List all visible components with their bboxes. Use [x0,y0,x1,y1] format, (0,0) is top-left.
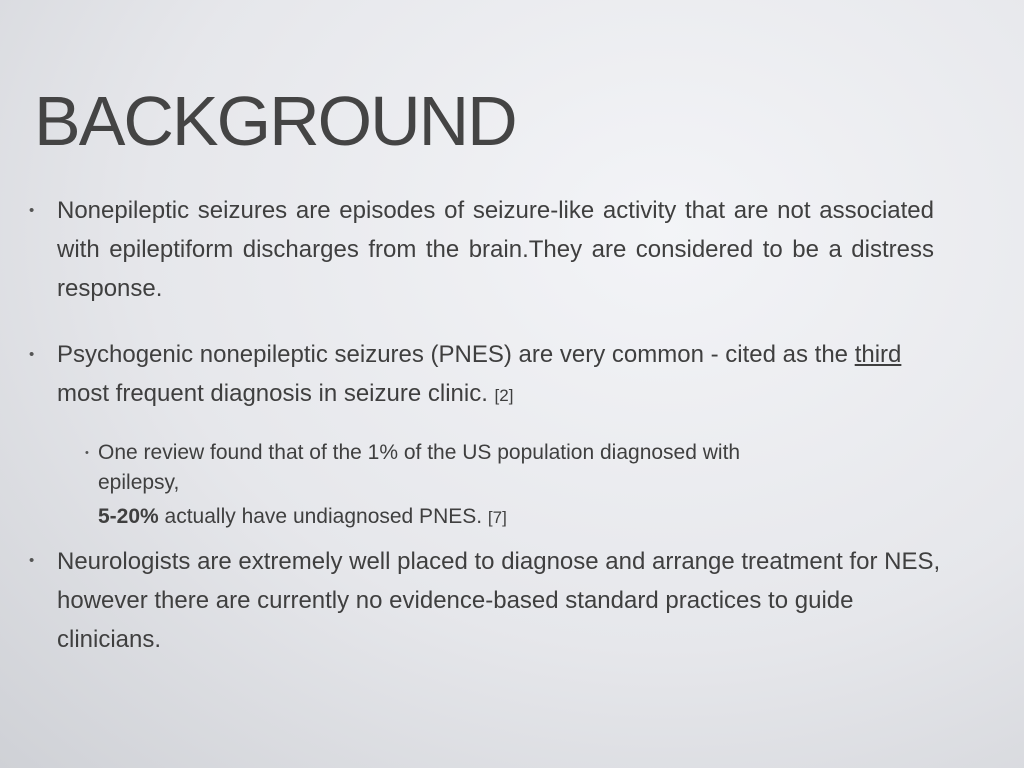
sub-text-segment: actually have undiagnosed PNES. [158,505,488,528]
bullet-text-neurologists: Neurologists are extremely well placed to diagnose and arrange treatment for NES, however there are currently no evidence-based standard practices to guide clinicians. [57,548,941,653]
bullet-text-pnes [57,335,937,415]
bullet-text-segment: Psychogenic nonepileptic seizures (PNES) are very common - cited as the [57,341,855,368]
sub-line [98,500,740,535]
sub-line: One review found that of the 1% of the US population diagnosed with [98,441,741,464]
bold-percentage: 5-20% [98,505,159,528]
slide-title: BACKGROUND [34,82,516,160]
sub-bullet-text-review [98,436,740,535]
bullet-text-segment: most frequent diagnosis in seizure clinic. [57,380,495,407]
citation-ref: [7] [487,508,507,527]
bullet-marker: • [29,552,35,569]
bullet-marker: • [29,202,35,219]
sub-bullet-marker: • [85,447,89,459]
citation-ref: [2] [494,386,514,405]
sub-line: epilepsy, [98,471,180,494]
underlined-word: third [854,341,902,368]
bullet-text-nonepileptic: Nonepileptic seizures are episodes of seizure-like activity that are not associated with epileptiform discharges from the brain.They are considered to be a distress response. [57,197,934,302]
bullet-marker: • [29,346,35,363]
